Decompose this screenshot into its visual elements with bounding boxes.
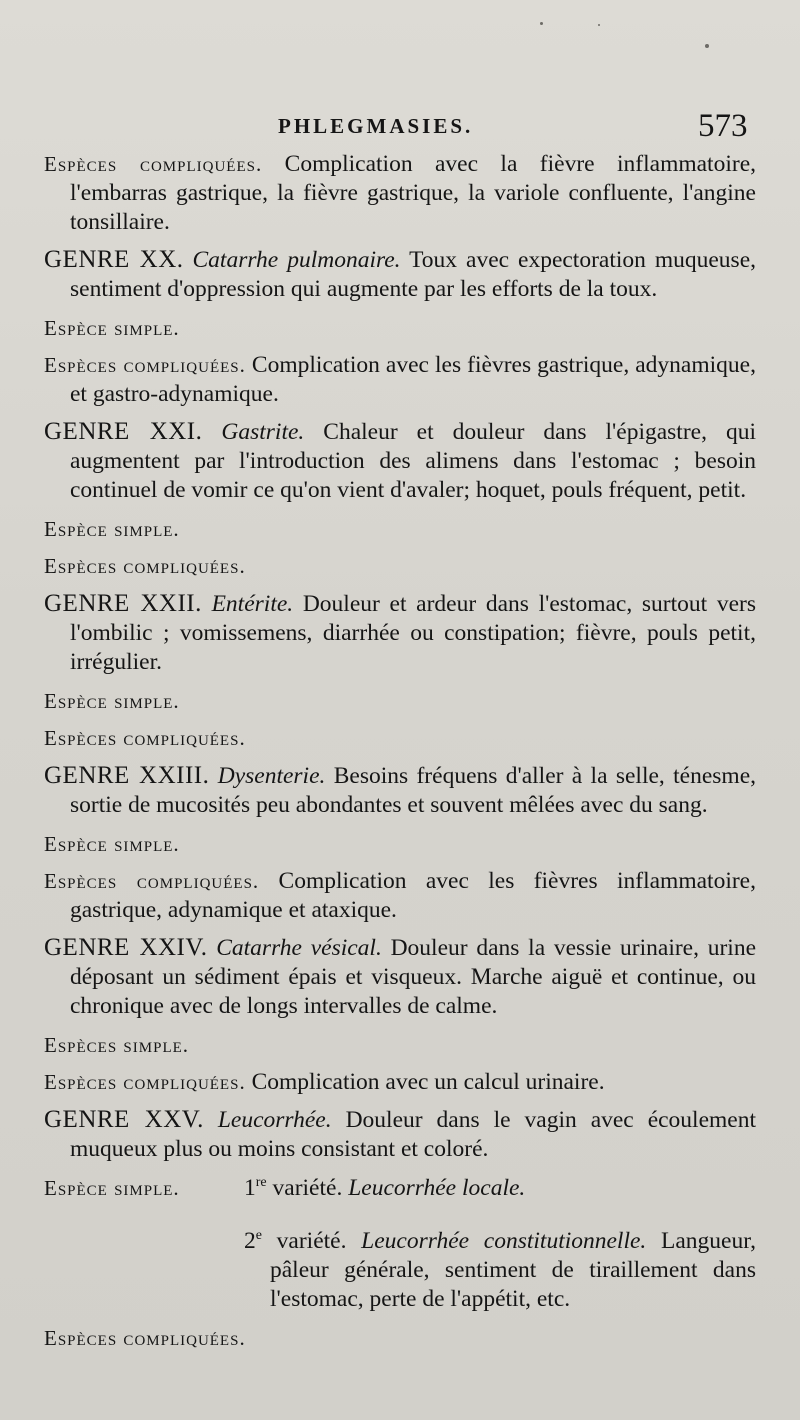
genre-entry — [44, 589, 756, 677]
species-entry — [44, 867, 756, 925]
species-label: Espèces compliquées. — [44, 1325, 246, 1350]
page-number: 573 — [698, 108, 748, 144]
genre-entry — [44, 933, 756, 1021]
variety-ordinal: re — [255, 1175, 267, 1191]
species-text: Complication avec la fièvre inflammatoire, l'embarras gastrique, la fièvre gastrique, la variole confluente, l'angine tonsillaire. — [70, 151, 756, 235]
species-entry — [44, 724, 756, 753]
species-entry — [44, 1068, 756, 1097]
genre-number: GENRE XXIII. — [44, 762, 210, 789]
genre-name: Entérite. — [211, 591, 294, 617]
genre-name: Catarrhe pulmonaire. — [192, 247, 401, 273]
species-label: Espèces compliquées. — [44, 726, 246, 750]
genre-number: GENRE XX. — [44, 246, 184, 273]
paper-speck — [540, 22, 543, 25]
genre-number: GENRE XXV. — [44, 1106, 204, 1133]
species-label: Espèces simple. — [44, 1033, 190, 1057]
variety-number: 2 — [244, 1227, 256, 1254]
variety-word: variété. — [261, 1227, 362, 1254]
species-label: Espèces compliquées. — [44, 353, 246, 377]
running-title: PHLEGMASIES. — [278, 114, 474, 138]
species-label: Espèce simple. — [44, 689, 180, 713]
paper-speck — [705, 44, 709, 48]
species-label: Espèce simple. — [44, 1176, 180, 1200]
species-entry — [44, 1324, 756, 1353]
paper-speck — [598, 24, 600, 26]
genre-entry — [44, 245, 756, 304]
genre-name: Leucorrhée. — [217, 1107, 332, 1133]
genre-name: Dysenterie. — [217, 763, 326, 789]
species-label: Espèces compliquées. — [44, 1070, 246, 1094]
genre-entry — [44, 761, 756, 820]
species-label: Espèce simple. — [44, 517, 180, 541]
species-entry — [44, 687, 756, 716]
species-entry — [44, 552, 756, 581]
species-text: Complication avec un calcul urinaire. — [245, 1069, 605, 1095]
variety-word: variété. — [266, 1175, 349, 1201]
genre-number: GENRE XXII. — [44, 590, 202, 617]
genre-name: Catarrhe vésical. — [216, 935, 382, 961]
genre-number: GENRE XXIV. — [44, 934, 208, 961]
species-text: Complication avec les fièvres gastrique, adynamique, et gastro-adynamique. — [70, 352, 756, 407]
species-label: Espèces compliquées. — [44, 869, 260, 893]
species-entry — [44, 351, 756, 409]
variety-ordinal: e — [255, 1227, 262, 1243]
species-entry — [44, 515, 756, 544]
species-entry — [44, 1031, 756, 1060]
genre-description: Toux avec expectoration muqueuse, sentiment d'oppression qui augmente par les efforts de la toux. — [70, 247, 757, 302]
genre-entry — [44, 1105, 756, 1164]
running-head — [0, 108, 800, 148]
variety-name: Leucorrhée locale. — [348, 1175, 526, 1201]
variety-two — [244, 1227, 756, 1314]
genre-description: Douleur et ardeur dans l'estomac, surtout vers l'ombilic ; vomissemens, diarrhée ou constipation; fièvre, pouls petit, irrégulier. — [70, 591, 757, 675]
species-label: Espèces compliquées. — [44, 152, 263, 176]
genre-entry — [44, 417, 756, 505]
page-body — [44, 150, 756, 1361]
genre-description: Besoins fréquens d'aller à la selle, ténesme, sortie de mucosités peu abondantes et souvent mêlées avec du sang. — [70, 763, 756, 818]
genre-description: Chaleur et douleur dans l'épigastre, qui augmentent par l'introduction des alimens dans l'estomac ; besoin continuel de vomir ce qu'on vient d'avaler; hoquet, pouls fréquent, petit. — [70, 419, 756, 503]
variety-one — [244, 1174, 525, 1203]
variety-description: Langueur, pâleur générale, sentiment de tiraillement dans l'estomac, perte de l'appétit, etc. — [270, 1227, 756, 1312]
species-label: Espèce simple. — [44, 832, 180, 856]
genre-name: Gastrite. — [221, 419, 305, 445]
genre-description: Douleur dans la vessie urinaire, urine déposant un sédiment épais et visqueux. Marche aiguë et continue, ou chronique avec de longs intervalles de calme. — [70, 935, 757, 1019]
variety-name: Leucorrhée constitutionnelle. — [361, 1227, 647, 1254]
genre-number: GENRE XXI. — [44, 418, 203, 445]
species-label: Espèces compliquées. — [44, 554, 246, 578]
species-entry — [44, 314, 756, 343]
variety-row — [44, 1174, 756, 1203]
variety-number: 1 — [244, 1175, 256, 1201]
genre-description: Douleur dans le vagin avec écoulement muqueux plus ou moins consistant et coloré. — [70, 1107, 757, 1162]
species-label: Espèce simple. — [44, 316, 180, 340]
species-entry — [44, 150, 756, 237]
species-text: Complication avec les fièvres inflammatoire, gastrique, adynamique et ataxique. — [70, 868, 756, 923]
species-entry — [44, 830, 756, 859]
